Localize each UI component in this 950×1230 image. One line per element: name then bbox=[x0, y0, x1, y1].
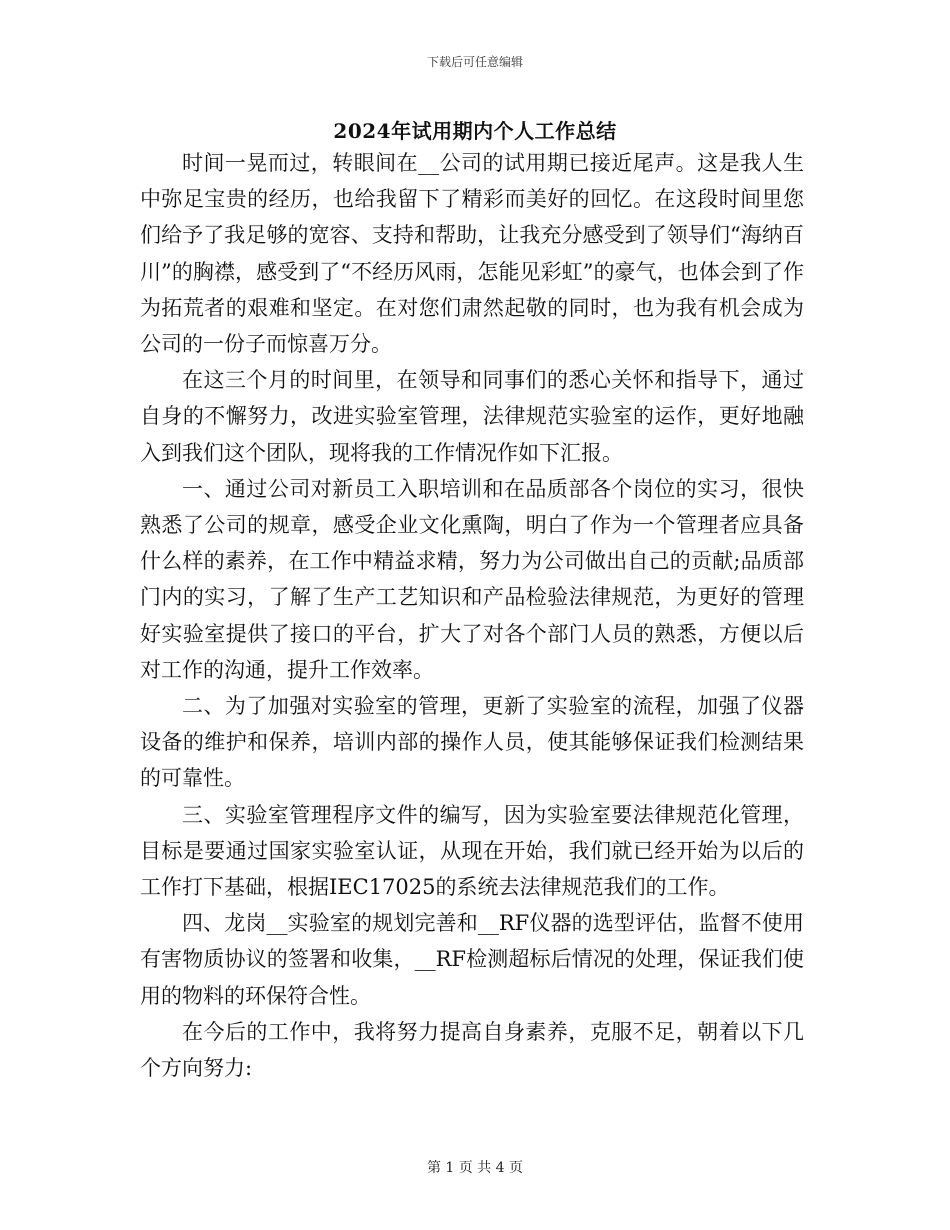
header-note: 下载后可任意编辑 bbox=[426, 55, 523, 69]
paragraph-item-1: 一、通过公司对新员工入职培训和在品质部各个岗位的实习，很快熟悉了公司的规章，感受企业文化熏陶，明白了作为一个管理者应具备什么样的素养，在工作中精益求精，努力为公司做出自己的贡献;品质部门内的实习，了解了生产工艺知识和产品检验法律规范，为更好的管理好实验室提供了接口的平台，扩大了对各个部门人员的熟悉，方便以后对工作的沟通，提升工作效率。 bbox=[140, 476, 804, 682]
page-footer: 第 1 页 共 4 页 bbox=[426, 1160, 524, 1176]
document-title: 2024年试用期内个人工作总结 bbox=[333, 119, 617, 143]
paragraph-item-4: 四、龙岗__实验室的规划完善和__RF仪器的选型评估，监督不使用有害物质协议的签署和收集，__RF检测超标后情况的处理，保证我们使用的物料的环保符合性。 bbox=[140, 911, 804, 1008]
paragraph-summary: 在这三个月的时间里，在领导和同事们的悉心关怀和指导下，通过自身的不懈努力，改进实验室管理，法律规范实验室的运作，更好地融入到我们这个团队，现将我的工作情况作如下汇报。 bbox=[140, 368, 804, 465]
paragraph-outlook: 在今后的工作中，我将努力提高自身素养，克服不足，朝着以下几个方向努力: bbox=[140, 1019, 804, 1081]
paragraph-intro: 时间一晃而过，转眼间在__公司的试用期已接近尾声。这是我人生中弥足宝贵的经历，也给我留下了精彩而美好的回忆。在这段时间里您们给予了我足够的宽容、支持和帮助，让我充分感受到了领导们“海纳百川”的胸襟，感受到了“不经历风雨，怎能见彩虹”的豪气，也体会到了作为拓荒者的艰难和坚定。在对您们肃然起敬的同时，也为我有机会成为公司的一份子而惊喜万分。 bbox=[140, 151, 804, 357]
document-body bbox=[140, 145, 804, 1086]
paragraph-item-3: 三、实验室管理程序文件的编写，因为实验室要法律规范化管理，目标是要通过国家实验室认证，从现在开始，我们就已经开始为以后的工作打下基础，根据IEC17025的系统去法律规范我们的工作。 bbox=[140, 802, 804, 900]
paragraph-item-2: 二、为了加强对实验室的管理，更新了实验室的流程，加强了仪器设备的维护和保养，培训内部的操作人员，使其能够保证我们检测结果的可靠性。 bbox=[140, 694, 804, 791]
